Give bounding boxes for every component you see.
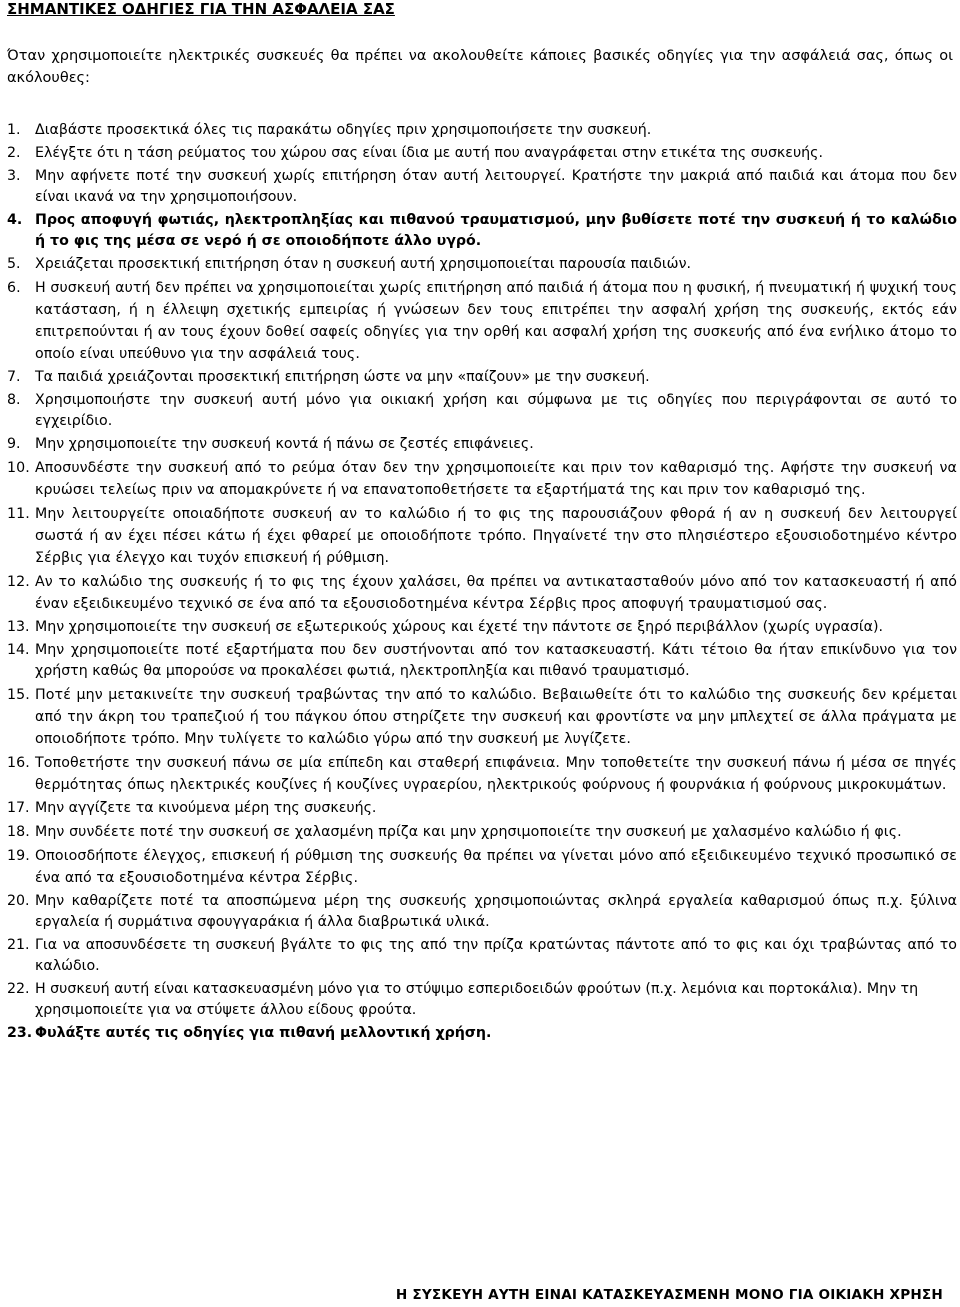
item-number: 6.	[7, 280, 21, 296]
item-number: 1.	[7, 122, 21, 138]
instruction-item-7	[7, 367, 957, 388]
instruction-item-4	[7, 210, 957, 252]
item-text: Η συσκευή αυτή είναι κατασκευασμένη μόνο για το στύψιμο εσπεριδοειδών φρούτων (π.χ. λεμόνια και πορτοκάλια). Μην τη χρησιμοποιείτε για να στύψετε άλλου είδους φρούτα.	[35, 981, 919, 1018]
item-text: Μην συνδέετε ποτέ την συσκευή σε χαλασμένη πρίζα και μην χρησιμοποιείτε την συσκευή με χαλασμένο καλώδιο ή φις.	[35, 824, 902, 840]
instruction-item-13	[7, 617, 957, 638]
instruction-item-20	[7, 891, 957, 933]
item-number: 11.	[7, 506, 30, 522]
instruction-item-23	[7, 1023, 957, 1044]
item-text: Για να αποσυνδέσετε τη συσκευή βγάλτε το φις της από την πρίζα κρατώντας πάντοτε από το φις και όχι τραβώντας από το καλώδιο.	[35, 937, 957, 974]
item-text: Φυλάξτε αυτές τις οδηγίες για πιθανή μελλοντική χρήση.	[35, 1025, 492, 1041]
household-use-notice: Η ΣΥΣΚΕΥΗ ΑΥΤΗ ΕΙΝΑΙ ΚΑΤΑΣΚΕΥΑΣΜΕΝΗ ΜΟΝΟ ΓΙΑ ΟΙΚΙΑΚΗ ΧΡΗΣΗ	[395, 1287, 943, 1303]
item-text: Χρειάζεται προσεκτική επιτήρηση όταν η συσκευή αυτή χρησιμοποιείται παρουσία παιδιών.	[35, 256, 691, 272]
item-number: 13.	[7, 619, 30, 635]
item-text: Ποτέ μην μετακινείτε την συσκευή τραβώντας την από το καλώδιο. Βεβαιωθείτε ότι το καλώδιο της συσκευής δεν κρέμεται από την άκρη του τραπεζιού ή του πάγκου όπου στηρίζετε την συσκευή και φροντίστε να μην μπλεχτεί σε άλλα πράγματα με οποιοδήποτε τρόπο. Μην τυλίγετε το καλώδιο γύρω από την συσκευή με λυγίζετε.	[35, 687, 957, 747]
item-text: Χρησιμοποιήστε την συσκευή αυτή μόνο για οικιακή χρήση και σύμφωνα με τις οδηγίες που περιγράφονται σε αυτό το εγχειρίδιο.	[35, 392, 957, 429]
item-text: Τοποθετήστε την συσκευή πάνω σε μία επίπεδη και σταθερή επιφάνεια. Μην τοποθετείτε την συσκευή πάνω ή μέσα σε πηγές θερμότητας όπως ηλεκτρικές κουζίνες ή κουζίνες υγραερίου, ηλεκτρικούς φούρνους ή φουρνάκια ή φούρνους μικροκυμάτων.	[35, 755, 957, 793]
item-number: 7.	[7, 369, 21, 385]
instruction-item-19	[7, 845, 957, 889]
document-title: ΣΗΜΑΝΤΙΚΕΣ ΟΔΗΓΙΕΣ ΓΙΑ ΤΗΝ ΑΣΦΑΛΕΙΑ ΣΑΣ	[7, 0, 395, 18]
item-text: Οποιοσδήποτε έλεγχος, επισκευή ή ρύθμιση της συσκευής θα πρέπει να γίνεται μόνο από εξειδικευμένο τεχνικό προσωπικό σε ένα από τα εξουσιοδοτημένα κέντρα Σέρβις.	[35, 848, 957, 886]
instruction-item-10	[7, 457, 957, 501]
instruction-item-1	[7, 120, 957, 141]
item-text: Μην χρησιμοποιείτε την συσκευή κοντά ή πάνω σε ζεστές επιφάνειες.	[35, 436, 534, 452]
item-text: Μην χρησιμοποιείτε ποτέ εξαρτήματα που δεν συστήνονται από τον κατασκευαστή. Κάτι τέτοιο θα ήταν επικίνδυνο για τον χρήστη καθώς θα μπορούσε να προκαλέσει φωτιά, ηλεκτροπληξία και πιθανό τραυματισμό.	[35, 642, 957, 679]
item-number: 9.	[7, 436, 21, 452]
instruction-item-21	[7, 935, 957, 977]
item-number: 20.	[7, 893, 30, 909]
intro-paragraph: Όταν χρησιμοποιείτε ηλεκτρικές συσκευές θα πρέπει να ακολουθείτε κάποιες βασικές οδηγίες για την ασφάλειά σας, όπως οι ακόλουθες:	[7, 48, 953, 86]
item-text: Μην αγγίζετε τα κινούμενα μέρη της συσκευής.	[35, 800, 377, 816]
item-number: 18.	[7, 824, 30, 840]
item-number: 2.	[7, 145, 21, 161]
item-number: 4.	[7, 212, 23, 228]
item-number: 16.	[7, 755, 30, 771]
item-number: 19.	[7, 848, 30, 864]
item-text: Η συσκευή αυτή δεν πρέπει να χρησιμοποιείται χωρίς επιτήρηση από παιδιά ή άτομα που η φυσική, ή πνευματική ή ψυχική τους κατάσταση, ή η έλλειψη σχετικής εμπειρίας ή γνώσεων δεν τους επιτρέπει την ασφαλή χρήση της συσκευής, εκτός εάν επιτρεπούνται ή αν τους έχουν δοθεί σαφείς οδηγίες για την ορθή και ασφαλή χρήση της συσκευής από ένα ενήλικο άτομο το οποίο είναι υπεύθυνο για την ασφάλειά τους.	[35, 280, 957, 362]
item-number: 3.	[7, 168, 21, 184]
instruction-item-16	[7, 752, 957, 796]
item-number: 14.	[7, 642, 30, 658]
item-text: Προς αποφυγή φωτιάς, ηλεκτροπληξίας και πιθανού τραυματισμού, μην βυθίσετε ποτέ την συσκευή ή το καλώδιο ή το φις της μέσα σε νερό ή σε οποιοδήποτε άλλο υγρό.	[35, 212, 957, 249]
item-number: 10.	[7, 460, 30, 476]
instruction-item-12	[7, 571, 957, 615]
instruction-item-2	[7, 143, 957, 164]
item-number: 15.	[7, 687, 30, 703]
instruction-item-18	[7, 821, 957, 843]
instruction-item-9	[7, 434, 957, 455]
item-number: 23.	[7, 1025, 33, 1041]
item-text: Μην χρησιμοποιείτε την συσκευή σε εξωτερικούς χώρους και έχετέ την πάντοτε σε ξηρό περιβάλλον (χωρίς υγρασία).	[35, 619, 884, 635]
item-text: Μην αφήνετε ποτέ την συσκευή χωρίς επιτήρηση όταν αυτή λειτουργεί. Κρατήστε την μακριά από παιδιά και άτομα που δεν είναι ικανά να την χρησιμοποιήσουν.	[35, 168, 957, 205]
item-number: 5.	[7, 256, 21, 272]
instruction-item-8	[7, 390, 957, 432]
item-text: Ελέγξτε ότι η τάση ρεύματος του χώρου σας είναι ίδια με αυτή που αναγράφεται στην ετικέτα της συσκευής.	[35, 145, 824, 161]
item-text: Αν το καλώδιο της συσκευής ή το φις της έχουν χαλάσει, θα πρέπει να αντικατασταθούν μόνο από τον κατασκευαστή ή από έναν εξειδικευμένο τεχνικό σε ένα από τα εξουσιοδοτημένα κέντρα Σέρβις προς αποφυγή τραυματισμού σας.	[35, 574, 957, 612]
instruction-item-15	[7, 684, 957, 750]
instruction-item-17	[7, 798, 957, 819]
instruction-item-3	[7, 166, 957, 208]
item-number: 12.	[7, 574, 30, 590]
item-text: Μην λειτουργείτε οποιαδήποτε συσκευή αν το καλώδιο ή το φις της παρουσιάζουν φθορά ή αν η συσκευή δεν λειτουργεί σωστά ή αν έχει πέσει κάτω ή έχει φθαρεί με οποιοδήποτε τρόπο. Πηγαίνετέ την στο πλησιέστερο εξουσιοδοτημένο κέντρο Σέρβις για έλεγχο και τυχόν επισκευή ή ρύθμιση.	[35, 506, 957, 566]
item-number: 21.	[7, 937, 30, 953]
item-text: Διαβάστε προσεκτικά όλες τις παρακάτω οδηγίες πριν χρησιμοποιήσετε την συσκευή.	[35, 122, 652, 138]
instruction-item-5	[7, 254, 957, 275]
item-text: Μην καθαρίζετε ποτέ τα αποσπώμενα μέρη της συσκευής χρησιμοποιώντας σκληρά εργαλεία καθαρισμού όπως π.χ. ξύλινα εργαλεία ή συρμάτινα σφουγγαράκια ή άλλα διαβρωτικά υλικά.	[35, 893, 957, 930]
item-number: 22.	[7, 981, 30, 997]
item-number: 8.	[7, 392, 21, 408]
instruction-item-11	[7, 503, 957, 569]
item-text: Αποσυνδέστε την συσκευή από το ρεύμα όταν δεν την χρησιμοποιείτε και πριν τον καθαρισμό της. Αφήστε την συσκευή να κρυώσει τελείως πριν να απομακρύνετε ή να επανατοποθετήσετε τα εξαρτήματά της και πριν τον καθαρισμό της.	[35, 460, 957, 498]
instruction-item-22	[7, 979, 957, 1021]
item-text: Τα παιδιά χρειάζονται προσεκτική επιτήρηση ώστε να μην «παίζουν» με την συσκευή.	[35, 369, 650, 385]
instruction-item-14	[7, 640, 957, 682]
instructions-list	[7, 120, 957, 1046]
item-number: 17.	[7, 800, 30, 816]
instruction-item-6	[7, 277, 957, 365]
